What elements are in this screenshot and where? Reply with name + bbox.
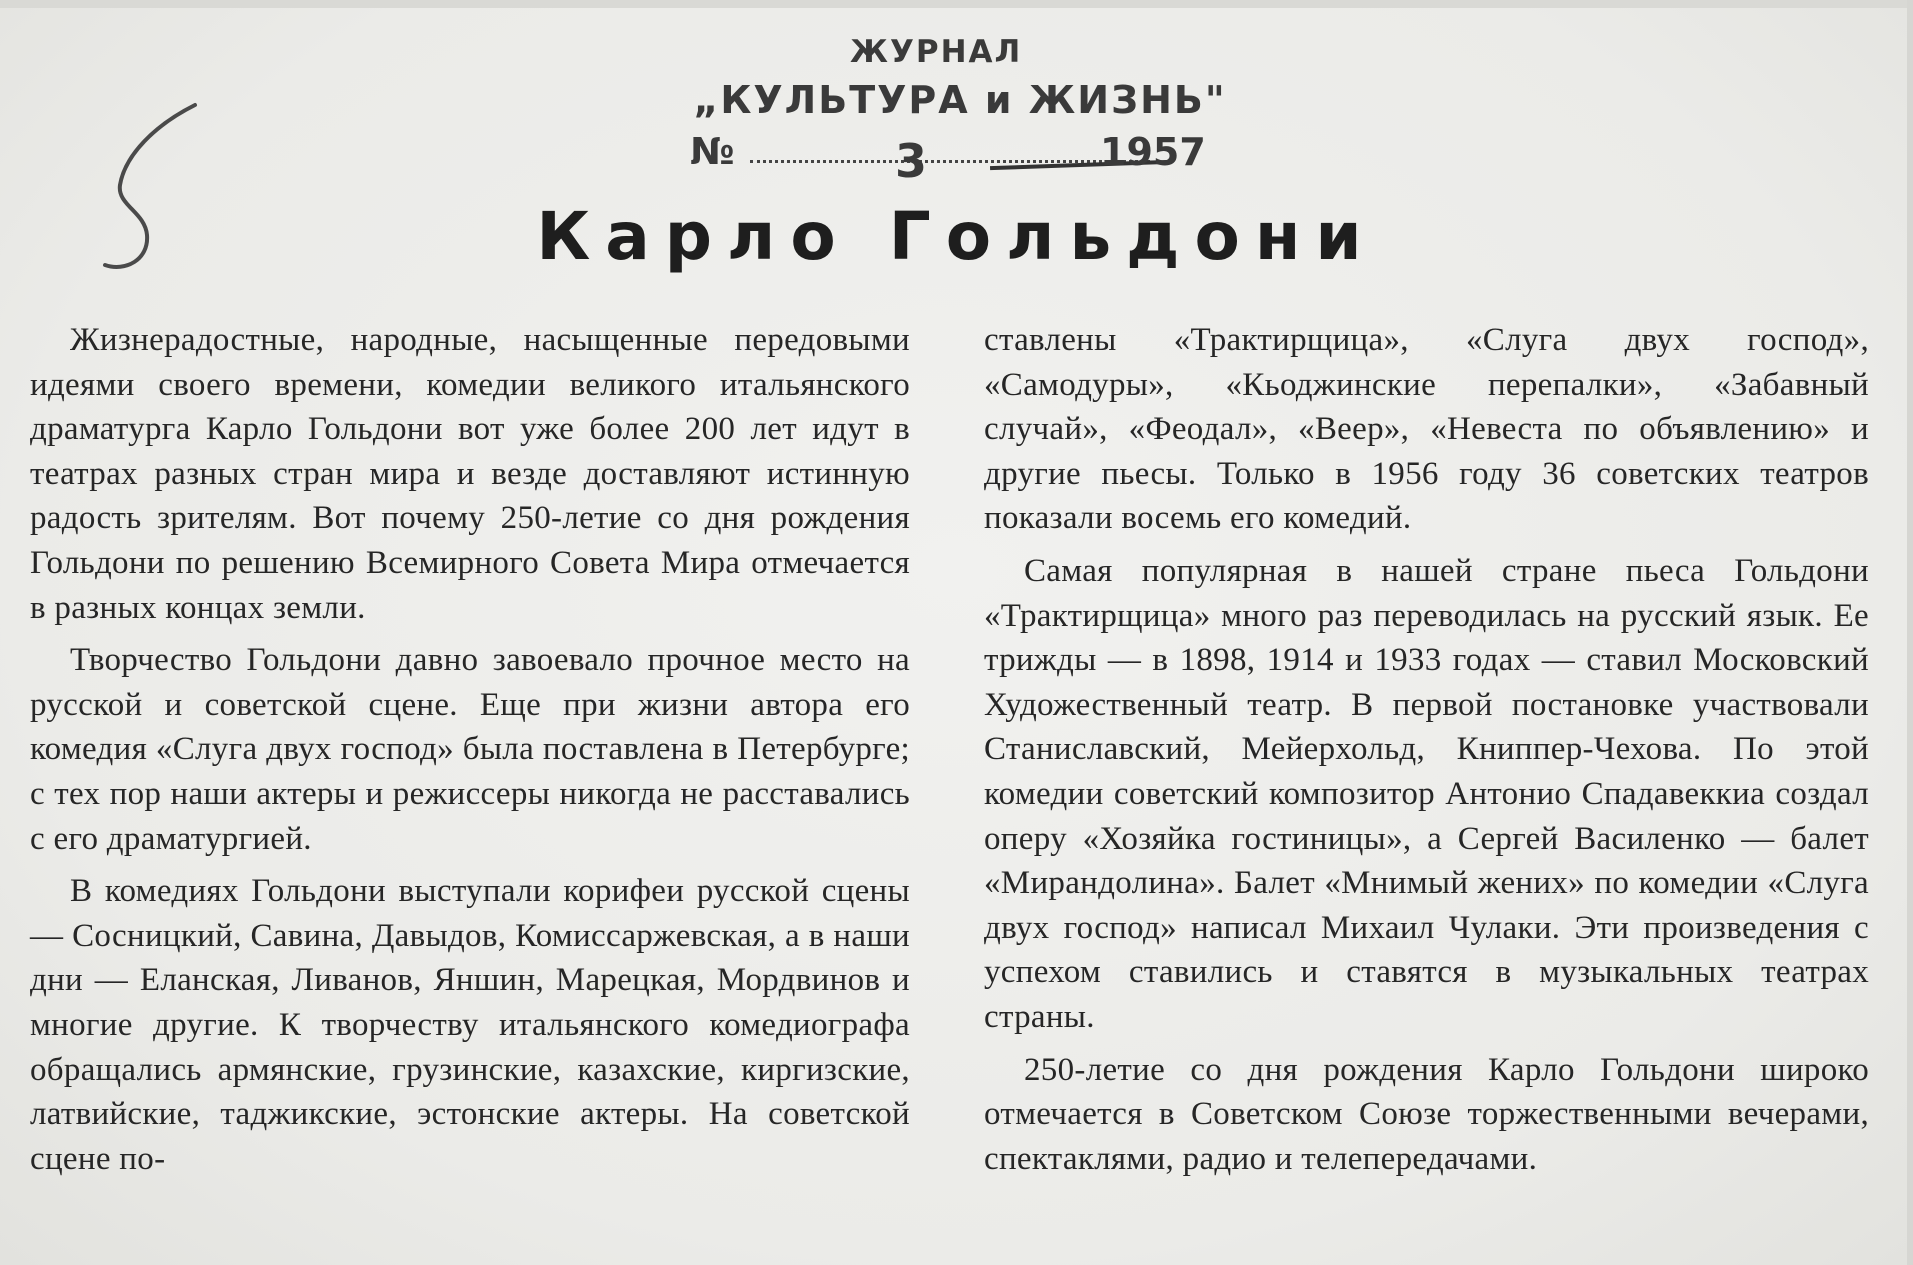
stamp-journal-label: ЖУРНАЛ bbox=[850, 34, 1023, 70]
article-title: Карло Гольдони bbox=[536, 198, 1377, 275]
scan-edge-right bbox=[1907, 0, 1913, 1265]
left-paragraph-2: Творчество Гольдони давно завоевало прочное место на русской и советской сцене. Еще при жизни автора его комедия «Слуга двух господ» была поставлена в Петербурге; с тех пор наши актеры и режиссеры никогда не расставались с его драматургией. bbox=[30, 642, 910, 857]
right-paragraph-1: ставлены «Трактирщица», «Слуга двух господ», «Самодуры», «Кьоджинские перепалки», «Забавный случай», «Феодал», «Веер», «Невеста по объявлению» и другие пьесы. Только в 1956 году 36 советских театров показали восемь его комедий. bbox=[984, 322, 1869, 537]
left-paragraph-3: В комедиях Гольдони выступали корифеи русской сцены — Сосницкий, Савина, Давыдов, Комиссаржевская, а в наши дни — Еланская, Ливанов, Яншин, Марецкая, Мордвинов и многие другие. К творчеству итальянского комедиографа обращались армянские, грузинские, казахские, киргизские, латвийские, таджикские, эстонские актеры. На советской сцене по- bbox=[30, 873, 910, 1177]
stamp-year: 1957 bbox=[1100, 130, 1206, 174]
right-paragraph-3: 250-летие со дня рождения Карло Гольдони широко отмечается в Советском Союзе торжественными вечерами, спектаклями, радио и телепередачами. bbox=[984, 1051, 1869, 1177]
left-column bbox=[30, 318, 910, 1189]
right-column bbox=[984, 318, 1869, 1189]
stamp-journal-name: „КУЛЬТУРА и ЖИЗНЬ" bbox=[693, 78, 1227, 122]
scan-edge-top bbox=[0, 0, 1913, 8]
stamp-number-value: 3 bbox=[895, 134, 928, 188]
right-paragraph-2: Самая популярная в нашей стране пьеса Гольдони «Трактирщица» много раз переводилась на русский язык. Ее трижды — в 1898, 1914 и 1933 годах — ставил Московский Художественный театр. В первой постановке участвовали Станиславский, Мейерхольд, Книппер-Чехова. По этой комедии советский композитор Антонио Спадавеккиа создал оперу «Хозяйка гостиницы», а Сергей Василенко — балет «Мирандолина». Балет «Мнимый жених» по комедии «Слуга двух господ» написал Михаил Чулаки. Эти произведения с успехом ставились и ставятся в музыкальных театрах страны. bbox=[984, 552, 1869, 1035]
stamp-number-label: № bbox=[690, 130, 735, 173]
journal-stamp bbox=[680, 30, 1240, 188]
left-paragraph-1: Жизнерадостные, народные, насыщенные передовыми идеями своего времени, комедии великого итальянского драматурга Карло Гольдони вот уже более 200 лет идут в театрах разных стран мира и везде доставляют истинную радость зрителям. Вот почему 250-летие со дня рождения Гольдони по решению Всемирного Совета Мира отмечается в разных концах земли. bbox=[30, 322, 910, 626]
